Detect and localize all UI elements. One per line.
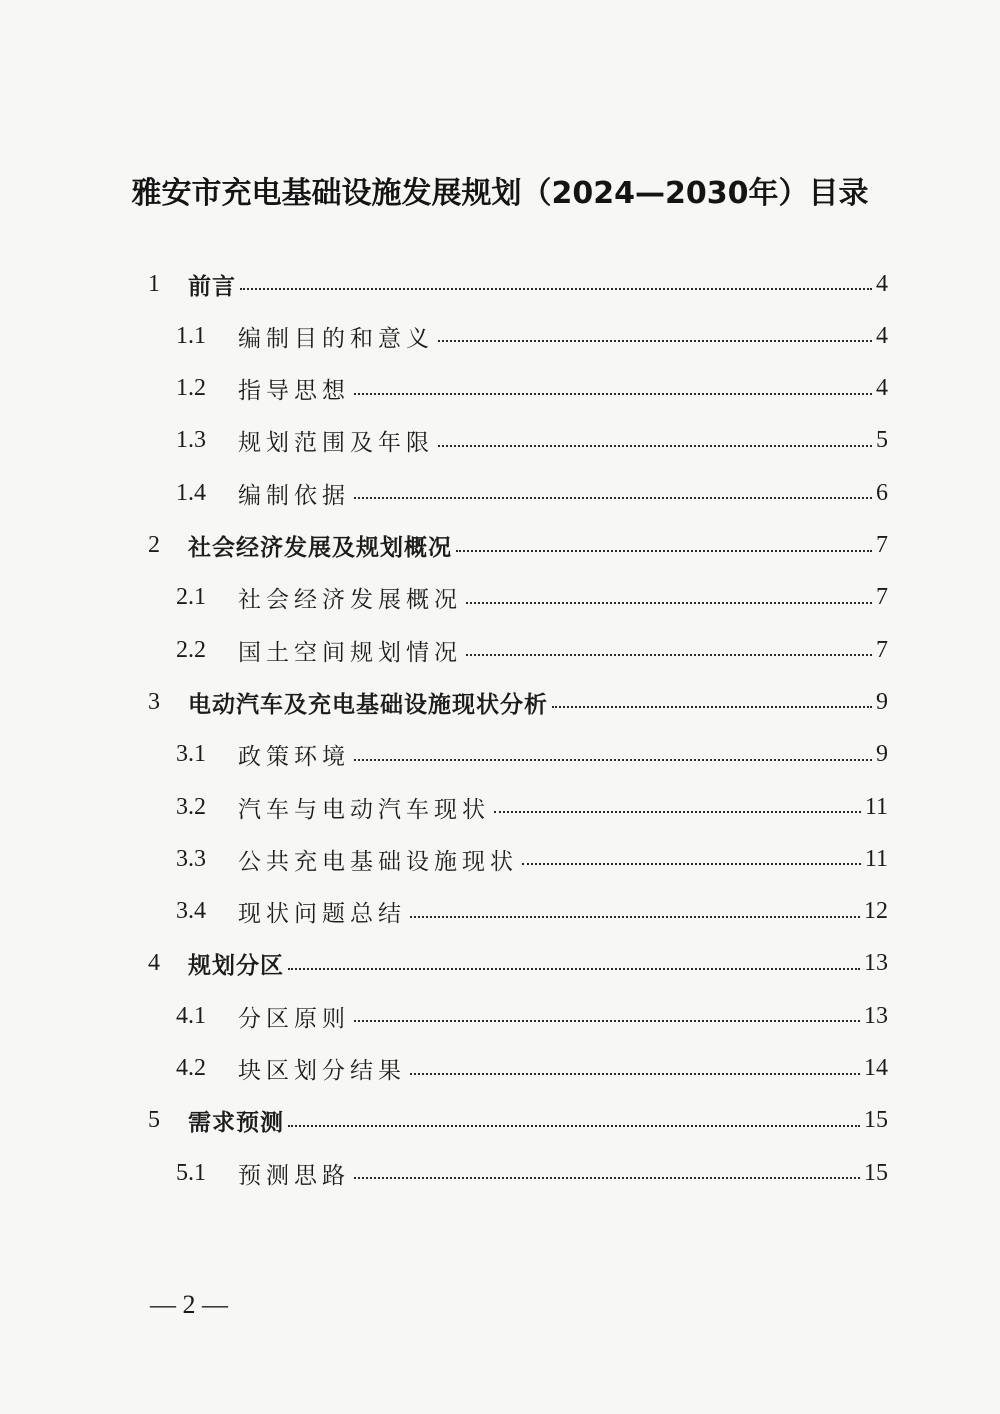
- toc-entry-label: 分区原则: [238, 1005, 350, 1032]
- toc-entry: [148, 264, 888, 304]
- toc-entry-label: 国土空间规划情况: [238, 639, 462, 666]
- toc-entry: [176, 630, 888, 670]
- toc-entry: [176, 892, 888, 932]
- toc-entry-number: 4.1: [176, 1002, 206, 1029]
- toc-entry-label: 编制依据: [238, 482, 350, 509]
- dot-leader: [354, 1153, 860, 1179]
- toc-entry: [176, 421, 888, 461]
- toc-entry-label: 预测思路: [238, 1162, 350, 1189]
- toc-entry-number: 4.2: [176, 1055, 206, 1081]
- dot-leader: [438, 316, 872, 342]
- toc-entry-page: 4: [876, 322, 888, 349]
- toc-entry-label: 规划分区: [188, 953, 284, 980]
- toc-entry-page: 12: [864, 898, 888, 925]
- toc-entry-label: 需求预测: [188, 1110, 284, 1137]
- dot-leader: [456, 526, 872, 552]
- toc-entry-number: 3.3: [176, 845, 206, 872]
- toc-entry-page: 5: [876, 427, 888, 454]
- toc-entry-page: 7: [876, 584, 888, 611]
- toc-entry-number: 1: [148, 270, 160, 297]
- toc-entry-number: 4: [148, 950, 160, 977]
- dot-leader: [240, 264, 872, 290]
- toc-entry-number: 2: [148, 532, 160, 558]
- toc-entry: [176, 1049, 888, 1089]
- page-number-footer: — 2 —: [150, 1290, 228, 1319]
- toc-entry: [176, 1153, 888, 1193]
- toc-entry: [148, 1101, 888, 1141]
- toc-entry-label: 汽车与电动汽车现状: [238, 796, 490, 823]
- dot-leader: [438, 421, 872, 447]
- toc-entry-number: 3.1: [176, 741, 206, 768]
- toc-entry-page: 14: [864, 1055, 888, 1081]
- toc-entry: [176, 369, 888, 409]
- toc-entry-page: 4: [876, 375, 888, 402]
- toc-entry-label: 社会经济发展及规划概况: [188, 535, 452, 561]
- dot-leader: [494, 787, 861, 813]
- toc-entry-page: 7: [876, 532, 888, 558]
- toc-entry: [176, 316, 888, 356]
- toc-entry: [148, 526, 888, 566]
- toc-entry: [176, 473, 888, 513]
- dot-leader: [552, 682, 872, 708]
- toc-entry-label: 规划范围及年限: [238, 430, 434, 457]
- dot-leader: [522, 839, 861, 865]
- toc-entry-number: 1.2: [176, 375, 206, 402]
- toc-entry-page: 9: [876, 741, 888, 768]
- toc-entry-page: 11: [864, 793, 888, 820]
- toc-entry-label: 社会经济发展概况: [238, 587, 462, 614]
- toc-entry: [176, 996, 888, 1036]
- dot-leader: [354, 996, 860, 1022]
- toc-entry-page: 15: [864, 1159, 888, 1186]
- dot-leader: [410, 1049, 860, 1075]
- toc-entry: [176, 735, 888, 775]
- toc-entry-page: 7: [876, 636, 888, 663]
- page-title: 雅安市充电基础设施发展规划（2024—2030年）目录: [131, 176, 869, 211]
- toc-entry-number: 1.1: [176, 322, 206, 349]
- dot-leader: [410, 892, 860, 918]
- dot-leader: [288, 1101, 860, 1127]
- toc-entry: [176, 839, 888, 879]
- toc-entry-number: 2.1: [176, 584, 206, 611]
- toc-entry-page: 13: [864, 1002, 888, 1029]
- toc-entry-page: 6: [876, 479, 888, 506]
- toc-entry-number: 1.4: [176, 479, 206, 506]
- toc-entry-number: 5: [148, 1107, 160, 1134]
- toc-entry-number: 3.2: [176, 793, 206, 820]
- toc-entry-number: 2.2: [176, 636, 206, 663]
- dot-leader: [288, 944, 860, 970]
- toc-entry: [176, 787, 888, 827]
- toc-entry-label: 公共充电基础设施现状: [238, 848, 518, 875]
- dot-leader: [354, 735, 872, 761]
- toc-entry-label: 块区划分结果: [238, 1058, 406, 1084]
- toc-entry-number: 3: [148, 688, 160, 715]
- dot-leader: [466, 578, 872, 604]
- toc-entry-label: 现状问题总结: [238, 901, 406, 928]
- toc-entry-label: 电动汽车及充电基础设施现状分析: [188, 691, 548, 718]
- toc-entry-page: 11: [864, 845, 888, 872]
- dot-leader: [354, 473, 872, 499]
- toc-entry-page: 4: [876, 270, 888, 297]
- toc-entry-number: 3.4: [176, 898, 206, 925]
- toc-entry: [176, 578, 888, 618]
- toc-entry: [148, 682, 888, 722]
- toc-entry-label: 编制目的和意义: [238, 325, 434, 352]
- toc-entry-label: 政策环境: [238, 744, 350, 771]
- toc-entry-page: 9: [876, 688, 888, 715]
- toc-entry: [148, 944, 888, 984]
- dot-leader: [466, 630, 872, 656]
- toc-entry-number: 1.3: [176, 427, 206, 454]
- toc-entry-number: 5.1: [176, 1159, 206, 1186]
- toc-entry-label: 指导思想: [238, 378, 350, 405]
- toc-entry-page: 15: [864, 1107, 888, 1134]
- dot-leader: [354, 369, 872, 395]
- toc-entry-page: 13: [864, 950, 888, 977]
- toc-entry-label: 前言: [188, 273, 236, 300]
